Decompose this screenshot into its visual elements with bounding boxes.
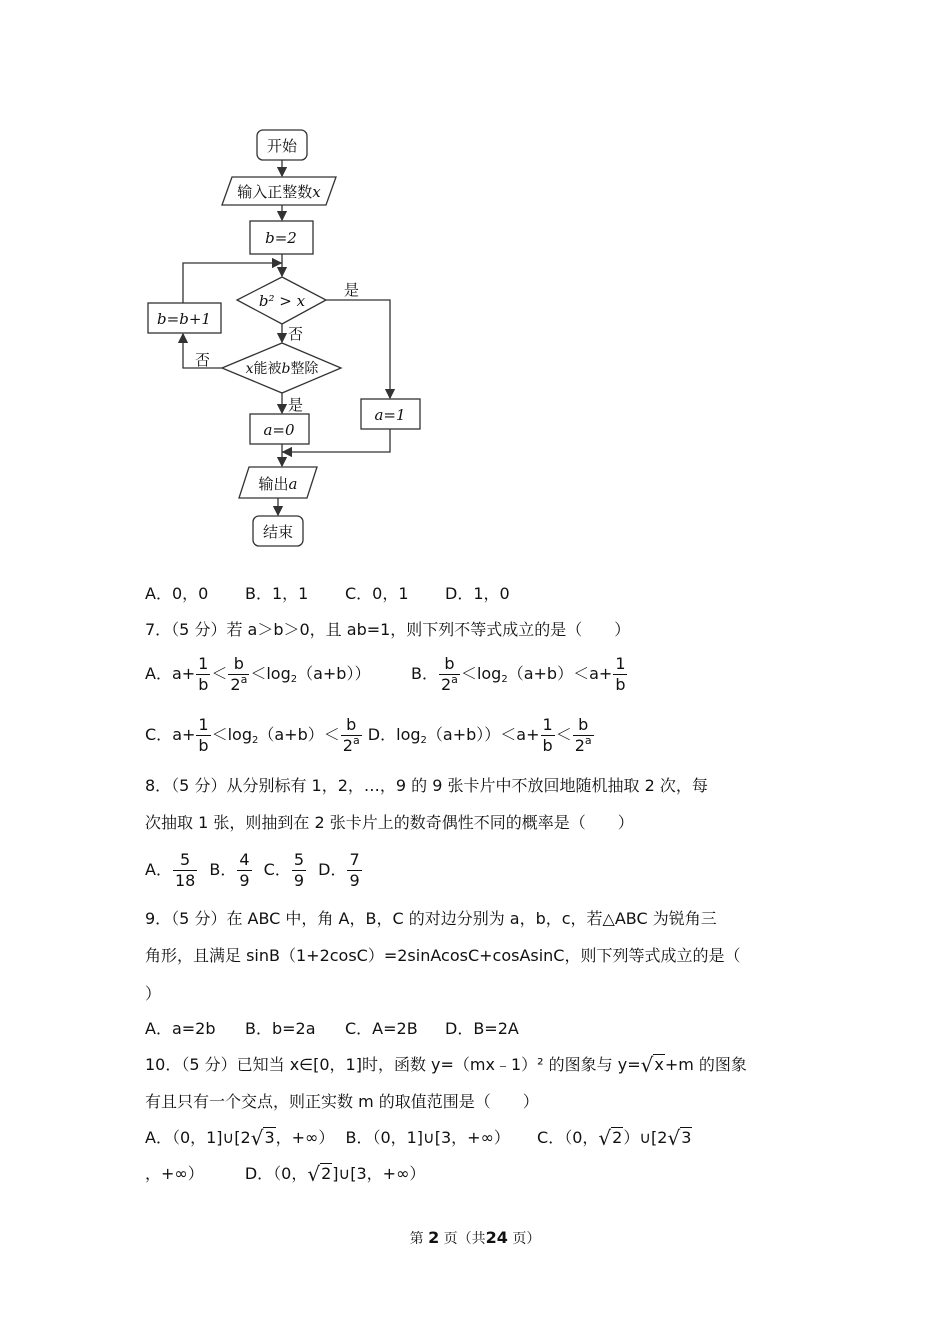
output-label: 输出a xyxy=(258,475,298,493)
start-label: 开始 xyxy=(266,137,298,155)
q6-options xyxy=(145,582,510,606)
end-label: 结束 xyxy=(262,523,294,541)
q10-option-c[interactable]: C．（0，√2）∪[2√3 xyxy=(537,1126,692,1150)
q7-option-b[interactable]: B． $\frac{b}{2^a}$ $<\log_2(a+b)<a+$ $\frac{1}{b}$ xyxy=(411,654,626,694)
q9-option-c[interactable]: C．A=2B xyxy=(345,1019,418,1038)
q8-option-c[interactable]: C． $\frac{5}{9}$ xyxy=(263,850,305,890)
q9-stem-line3: ） xyxy=(145,984,162,1003)
q7-options-row1 xyxy=(145,656,629,693)
q8-option-a[interactable]: A． $\frac{5}{18}$ xyxy=(145,850,196,890)
q8-option-d[interactable]: D． $\frac{7}{9}$ xyxy=(318,850,360,890)
q10-options-row2 xyxy=(145,1162,425,1186)
q9-stem-line2: 角形，且满足 sinB（1+2cosC）=2sinAcosC+cosAsinC，则下列等式成立的是（ xyxy=(145,946,741,965)
q7-option-a[interactable]: A．a+ $\frac{1}{b}$ ＜ $\frac{b}{2^a}$ $<\log_2(a+b)$） xyxy=(145,654,371,694)
page-total: 24 xyxy=(485,1228,508,1247)
q6-option-a[interactable]: A．0，0 xyxy=(145,584,209,603)
yes-label-2: 是 xyxy=(288,396,304,414)
q8-options xyxy=(145,852,363,889)
no-label-1: 否 xyxy=(288,325,304,343)
input-label: 输入正整数x xyxy=(237,183,321,201)
condition-divisible-label: x能被b整除 xyxy=(245,361,319,377)
update-label: b=b+1 xyxy=(157,310,211,328)
no-label-2: 否 xyxy=(195,351,211,369)
q7-option-c[interactable]: C．a+ $\frac{1}{b}$ $<\log_2(a+b)<$ $\frac{b}{2^a}$ xyxy=(145,715,360,755)
assign-zero-label: a=0 xyxy=(263,421,295,439)
q9-option-a[interactable]: A．a=2b xyxy=(145,1019,216,1038)
yes-label-1: 是 xyxy=(344,281,360,299)
q10-option-d[interactable]: D．（0，√2]∪[3，+∞） xyxy=(244,1162,426,1186)
q9-option-b[interactable]: B．b=2a xyxy=(245,1019,316,1038)
q9-options xyxy=(145,1017,519,1041)
q6-option-b[interactable]: B．1，1 xyxy=(245,584,309,603)
q10-options-row1 xyxy=(145,1126,692,1150)
page-number: 2 xyxy=(428,1228,440,1247)
q6-option-d[interactable]: D．1，0 xyxy=(445,584,510,603)
init-label: b=2 xyxy=(265,229,297,247)
q6-option-c[interactable]: C．0，1 xyxy=(345,584,409,603)
assign-one-label: a=1 xyxy=(374,406,406,424)
q10-stem-line2: 有且只有一个交点，则正实数 m 的取值范围是（ ） xyxy=(145,1092,539,1111)
q7-option-d[interactable]: D．$\log_2(a+b))<a+$ $\frac{1}{b}$ ＜ $\frac{b}{2^a}$ xyxy=(367,715,592,755)
condition-b-squared-label: b² > x xyxy=(258,292,306,310)
q10-option-b[interactable]: B．（0，1]∪[3，+∞） xyxy=(345,1128,510,1147)
q7-stem: 7．（5 分）若 a＞b＞0，且 ab=1，则下列不等式成立的是（ ） xyxy=(145,620,631,639)
q8-option-b[interactable]: B． $\frac{4}{9}$ xyxy=(209,850,250,890)
q10-option-c-cont: ，+∞） xyxy=(145,1164,204,1183)
q9-stem-line1: 9．（5 分）在 ABC 中，角 A，B，C 的对边分别为 a，b，c，若△ABC 为锐角三 xyxy=(145,909,717,928)
q10-stem-line1: 10．（5 分）已知当 x∈[0，1]时，函数 y=（mx﹣1）² 的图象与 y=√x+m 的图象 xyxy=(145,1053,747,1077)
page-footer: 第 2 页（共24 页） xyxy=(409,1228,541,1247)
flowchart xyxy=(140,120,440,560)
q7-options-row2 xyxy=(145,717,595,754)
q8-stem-line2: 次抽取 1 张，则抽到在 2 张卡片上的数奇偶性不同的概率是（ ） xyxy=(145,813,634,832)
sqrt-x: √x xyxy=(640,1053,664,1077)
q10-option-a[interactable]: A．（0，1]∪[2√3，+∞） xyxy=(145,1126,335,1150)
q8-stem-line1: 8．（5 分）从分别标有 1，2，…，9 的 9 张卡片中不放回地随机抽取 2 次，每 xyxy=(145,776,708,795)
q9-option-d[interactable]: D．B=2A xyxy=(445,1019,519,1038)
